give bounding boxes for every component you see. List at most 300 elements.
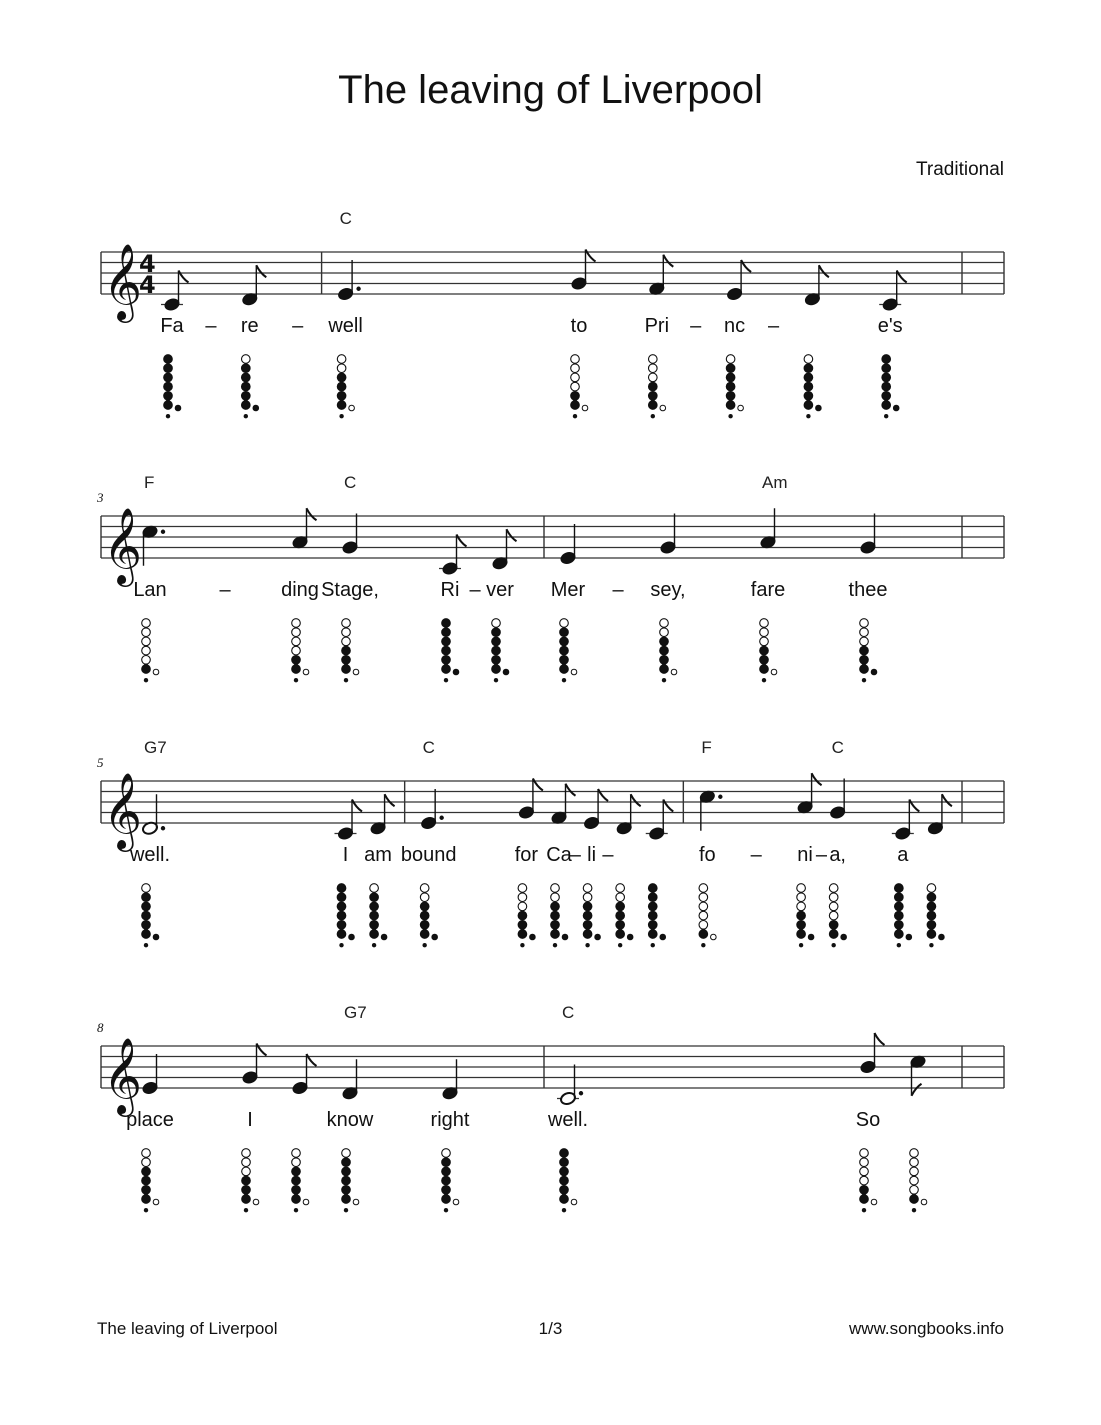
staff-system <box>97 738 1004 947</box>
hole-closed <box>492 637 501 646</box>
hole-open <box>829 884 838 893</box>
hole-closed <box>442 619 451 628</box>
hole-closed <box>648 893 657 902</box>
hole-thumb <box>762 678 766 682</box>
lyric-syllable: fo <box>698 844 716 866</box>
chord-symbol: C <box>422 738 435 757</box>
hole-closed <box>804 373 813 382</box>
hole-thumb <box>372 943 376 947</box>
hole-closed <box>242 401 251 410</box>
hole-thumb <box>897 943 901 947</box>
hole-pinky <box>939 934 945 940</box>
lyric-syllable: for <box>514 844 539 866</box>
fingering-diagram <box>560 1149 577 1213</box>
hole-thumb <box>144 1208 148 1212</box>
hole-closed <box>551 921 560 930</box>
measure-number: 5 <box>97 755 104 770</box>
hole-thumb <box>651 414 655 418</box>
note-dot <box>579 1091 583 1095</box>
hole-open <box>142 628 151 637</box>
hole-closed <box>895 893 904 902</box>
hole-closed <box>370 902 379 911</box>
hole-closed <box>337 392 346 401</box>
lyric-hyphen: – <box>469 579 481 601</box>
hole-closed <box>492 628 501 637</box>
hole-thumb <box>585 943 589 947</box>
hole-closed <box>442 637 451 646</box>
note-flag <box>598 789 608 801</box>
staff-system <box>101 209 1004 418</box>
fingering-diagram <box>860 619 877 683</box>
hole-thumb <box>422 943 426 947</box>
hole-open <box>829 893 838 902</box>
fingering-diagram <box>442 619 459 683</box>
hole-thumb <box>244 1208 248 1212</box>
hole-closed <box>583 911 592 920</box>
treble-clef: 𝄞 <box>103 1037 143 1114</box>
hole-closed <box>142 921 151 930</box>
chord-symbol: C <box>344 473 357 492</box>
fingering-diagram <box>492 619 509 683</box>
hole-closed <box>895 921 904 930</box>
fingering-diagram <box>342 619 359 683</box>
hole-pinky <box>153 934 159 940</box>
measure-number: 8 <box>97 1020 104 1035</box>
hole-open <box>292 646 301 655</box>
hole-closed <box>420 902 429 911</box>
hole-closed <box>342 656 351 665</box>
hole-thumb <box>339 943 343 947</box>
hole-thumb <box>862 678 866 682</box>
chord-symbol: C <box>831 738 844 757</box>
hole-open <box>927 884 936 893</box>
hole-pinky <box>453 669 459 675</box>
hole-open <box>420 884 429 893</box>
treble-clef: 𝄞 <box>103 243 143 320</box>
hole-closed <box>337 382 346 391</box>
hole-closed <box>242 1186 251 1195</box>
hole-closed <box>560 1149 569 1158</box>
lyric-syllable: Pri <box>644 315 670 337</box>
fingering-diagram <box>649 355 666 419</box>
hole-pinky <box>893 405 899 411</box>
hole-open <box>860 1158 869 1167</box>
hole-pinky <box>841 934 847 940</box>
hole-pinky <box>303 669 309 675</box>
hole-closed <box>797 930 806 939</box>
hole-pinky <box>808 934 814 940</box>
lyric-syllable: well. <box>129 844 171 866</box>
hole-closed <box>442 1167 451 1176</box>
hole-closed <box>649 382 658 391</box>
hole-open <box>242 1149 251 1158</box>
hole-pinky <box>871 1199 877 1205</box>
hole-thumb <box>144 678 148 682</box>
time-signature-top: 4 <box>139 250 156 278</box>
time-signature-bottom: 4 <box>139 271 156 299</box>
hole-pinky <box>153 1199 159 1205</box>
lyric-syllable: well. <box>547 1109 589 1131</box>
chord-symbol: C <box>339 209 352 228</box>
note-flag <box>663 255 673 267</box>
hole-closed <box>420 911 429 920</box>
hole-open <box>760 628 769 637</box>
lyric-hyphen: – <box>569 844 581 866</box>
hole-open <box>242 1158 251 1167</box>
hole-thumb <box>562 1208 566 1212</box>
page-number: 1/3 <box>538 1319 563 1338</box>
note-flag <box>586 250 596 262</box>
hole-closed <box>760 665 769 674</box>
hole-pinky <box>571 669 577 675</box>
hole-closed <box>342 1186 351 1195</box>
hole-closed <box>370 921 379 930</box>
hole-open <box>829 911 838 920</box>
lyric-syllable: ding <box>281 579 319 601</box>
hole-closed <box>551 911 560 920</box>
hole-open <box>342 637 351 646</box>
lyric-syllable: right <box>430 1109 470 1131</box>
hole-closed <box>860 665 869 674</box>
hole-closed <box>518 921 527 930</box>
hole-closed <box>726 364 735 373</box>
hole-open <box>583 893 592 902</box>
hole-closed <box>699 930 708 939</box>
hole-open <box>910 1176 919 1185</box>
hole-closed <box>242 392 251 401</box>
hole-pinky <box>595 934 601 940</box>
hole-closed <box>337 373 346 382</box>
hole-closed <box>292 1186 301 1195</box>
hole-thumb <box>912 1208 916 1212</box>
lyric-hyphen: – <box>219 579 231 601</box>
hole-closed <box>292 1195 301 1204</box>
hole-open <box>910 1186 919 1195</box>
lyric-syllable: Mer <box>550 579 586 601</box>
fingering-diagram <box>571 355 588 419</box>
hole-open <box>797 893 806 902</box>
hole-open <box>518 893 527 902</box>
hole-closed <box>660 637 669 646</box>
hole-closed <box>342 1158 351 1167</box>
hole-closed <box>895 902 904 911</box>
hole-closed <box>370 930 379 939</box>
hole-closed <box>583 902 592 911</box>
hole-open <box>551 884 560 893</box>
fingering-diagram <box>342 1149 359 1213</box>
hole-closed <box>760 656 769 665</box>
hole-closed <box>797 911 806 920</box>
hole-open <box>699 884 708 893</box>
fingering-diagram <box>829 884 846 948</box>
hole-closed <box>370 911 379 920</box>
hole-open <box>616 893 625 902</box>
lyric-syllable: I <box>342 844 349 866</box>
hole-closed <box>142 1167 151 1176</box>
hole-pinky <box>381 934 387 940</box>
hole-pinky <box>453 1199 459 1205</box>
lyric-syllable: ver <box>486 579 514 601</box>
hole-closed <box>142 902 151 911</box>
fingering-diagram <box>292 619 309 683</box>
hole-closed <box>648 911 657 920</box>
chord-symbol: C <box>562 1003 575 1022</box>
hole-open <box>860 1176 869 1185</box>
hole-closed <box>882 382 891 391</box>
lyric-hyphen: – <box>602 844 614 866</box>
hole-closed <box>164 392 173 401</box>
fingering-diagram <box>442 1149 459 1213</box>
note-flag <box>875 1033 885 1045</box>
hole-closed <box>442 646 451 655</box>
hole-closed <box>616 902 625 911</box>
hole-closed <box>882 355 891 364</box>
fingering-diagram <box>882 355 899 419</box>
hole-open <box>649 355 658 364</box>
lyric-syllable: Ca <box>546 844 572 866</box>
hole-closed <box>797 921 806 930</box>
hole-closed <box>895 884 904 893</box>
hole-closed <box>242 382 251 391</box>
hole-closed <box>648 902 657 911</box>
hole-closed <box>142 1176 151 1185</box>
note-flag <box>942 794 952 806</box>
hole-open <box>860 619 869 628</box>
fingering-diagram <box>142 1149 159 1213</box>
hole-pinky <box>871 669 877 675</box>
hole-closed <box>860 1195 869 1204</box>
hole-closed <box>242 364 251 373</box>
hole-closed <box>560 637 569 646</box>
hole-open <box>551 893 560 902</box>
hole-closed <box>337 884 346 893</box>
note-flag <box>812 773 822 785</box>
hole-closed <box>442 628 451 637</box>
hole-pinky <box>711 934 717 940</box>
hole-pinky <box>571 1199 577 1205</box>
hole-closed <box>726 392 735 401</box>
note-flag <box>352 800 362 812</box>
hole-closed <box>726 401 735 410</box>
lyric-syllable: am <box>364 844 392 866</box>
fingering-diagram <box>551 884 568 948</box>
lyric-syllable: Lan <box>133 579 167 601</box>
lyric-syllable: I <box>247 1109 253 1131</box>
hole-open <box>910 1149 919 1158</box>
hole-closed <box>342 1167 351 1176</box>
hole-closed <box>882 401 891 410</box>
lyric-syllable: place <box>126 1109 174 1131</box>
fingering-diagram <box>910 1149 927 1213</box>
hole-closed <box>420 930 429 939</box>
hole-closed <box>860 1186 869 1195</box>
fingering-diagram <box>518 884 535 948</box>
hole-closed <box>292 656 301 665</box>
hole-pinky <box>530 934 536 940</box>
hole-thumb <box>553 943 557 947</box>
fingering-diagram <box>337 884 354 948</box>
hole-open <box>242 1167 251 1176</box>
hole-thumb <box>344 1208 348 1212</box>
hole-thumb <box>662 678 666 682</box>
composer: Traditional <box>915 159 1004 180</box>
lyric-syllable: know <box>326 1109 374 1131</box>
fingering-diagram <box>292 1149 309 1213</box>
note-flag <box>909 800 919 812</box>
hole-pinky <box>175 405 181 411</box>
hole-closed <box>292 665 301 674</box>
hole-closed <box>337 921 346 930</box>
hole-open <box>142 1158 151 1167</box>
hole-thumb <box>294 1208 298 1212</box>
hole-closed <box>927 893 936 902</box>
hole-thumb <box>701 943 705 947</box>
hole-closed <box>342 1176 351 1185</box>
hole-open <box>560 619 569 628</box>
hole-closed <box>442 1158 451 1167</box>
lyric-hyphen: – <box>612 579 624 601</box>
hole-open <box>342 1149 351 1158</box>
hole-closed <box>660 646 669 655</box>
hole-closed <box>337 401 346 410</box>
note-flag <box>256 265 266 277</box>
hole-open <box>292 1149 301 1158</box>
hole-pinky <box>906 934 912 940</box>
hole-pinky <box>353 669 359 675</box>
hole-closed <box>420 921 429 930</box>
hole-pinky <box>660 934 666 940</box>
hole-open <box>860 637 869 646</box>
lyric-hyphen: – <box>205 315 217 337</box>
fingering-diagram <box>927 884 944 948</box>
site-link[interactable]: www.songbooks.info <box>849 1319 1004 1338</box>
hole-open <box>699 893 708 902</box>
note-dot <box>161 530 165 534</box>
hole-thumb <box>344 678 348 682</box>
hole-open <box>571 355 580 364</box>
note-flag <box>819 265 829 277</box>
measure-number: 3 <box>97 490 104 505</box>
hole-open <box>242 355 251 364</box>
hole-closed <box>804 401 813 410</box>
note-flag <box>507 529 517 541</box>
hole-closed <box>895 911 904 920</box>
hole-open <box>420 893 429 902</box>
fingering-diagram <box>648 884 665 948</box>
hole-closed <box>442 1186 451 1195</box>
staff-system <box>97 1003 1004 1212</box>
song-title: The leaving of Liverpool <box>338 68 763 112</box>
hole-pinky <box>432 934 438 940</box>
note-flag <box>457 535 467 547</box>
hole-open <box>829 902 838 911</box>
hole-closed <box>337 902 346 911</box>
hole-pinky <box>349 405 355 411</box>
note-flag <box>307 508 317 520</box>
note-flag <box>257 1044 267 1056</box>
hole-thumb <box>884 414 888 418</box>
lyric-hyphen: – <box>690 315 702 337</box>
fingering-diagram <box>420 884 437 948</box>
note-flag <box>385 794 395 806</box>
chord-symbol: G7 <box>144 738 167 757</box>
hole-closed <box>726 373 735 382</box>
hole-closed <box>142 1186 151 1195</box>
hole-thumb <box>651 943 655 947</box>
hole-closed <box>142 665 151 674</box>
hole-closed <box>164 373 173 382</box>
hole-closed <box>142 930 151 939</box>
hole-closed <box>760 646 769 655</box>
hole-open <box>571 373 580 382</box>
hole-open <box>649 364 658 373</box>
note-flag <box>307 1054 317 1066</box>
hole-open <box>370 884 379 893</box>
hole-open <box>699 902 708 911</box>
footer-title: The leaving of Liverpool <box>97 1319 278 1338</box>
treble-clef: 𝄞 <box>103 507 143 584</box>
hole-closed <box>649 401 658 410</box>
hole-thumb <box>862 1208 866 1212</box>
hole-closed <box>829 930 838 939</box>
hole-closed <box>560 1186 569 1195</box>
hole-closed <box>342 646 351 655</box>
hole-thumb <box>294 678 298 682</box>
hole-closed <box>442 665 451 674</box>
hole-pinky <box>627 934 633 940</box>
hole-open <box>860 628 869 637</box>
fingering-diagram <box>560 619 577 683</box>
fingering-diagram <box>583 884 600 948</box>
lyric-syllable: re <box>240 315 259 337</box>
hole-closed <box>292 1176 301 1185</box>
fingering-diagram <box>370 884 387 948</box>
hole-closed <box>560 1167 569 1176</box>
chord-symbol: Am <box>762 473 788 492</box>
lyric-syllable: Ri <box>440 579 460 601</box>
hole-closed <box>616 930 625 939</box>
fingering-diagram <box>242 1149 259 1213</box>
hole-closed <box>583 921 592 930</box>
lyric-syllable: Stage, <box>321 579 379 601</box>
hole-closed <box>342 665 351 674</box>
hole-closed <box>560 1158 569 1167</box>
hole-open <box>292 619 301 628</box>
hole-pinky <box>660 405 666 411</box>
hole-closed <box>442 1195 451 1204</box>
note-dot <box>439 816 443 820</box>
hole-closed <box>927 911 936 920</box>
hole-closed <box>164 401 173 410</box>
hole-closed <box>242 1195 251 1204</box>
hole-open <box>442 1149 451 1158</box>
hole-open <box>292 1158 301 1167</box>
chord-symbol: G7 <box>344 1003 367 1022</box>
hole-closed <box>560 646 569 655</box>
note-flag <box>631 794 641 806</box>
hole-pinky <box>921 1199 927 1205</box>
hole-closed <box>292 1167 301 1176</box>
hole-closed <box>649 392 658 401</box>
hole-open <box>860 1149 869 1158</box>
lyric-syllable: nc <box>724 315 746 337</box>
hole-open <box>649 373 658 382</box>
hole-thumb <box>244 414 248 418</box>
lyric-syllable: e's <box>877 315 903 337</box>
lyric-syllable: to <box>570 315 588 337</box>
hole-closed <box>560 665 569 674</box>
hole-closed <box>829 921 838 930</box>
